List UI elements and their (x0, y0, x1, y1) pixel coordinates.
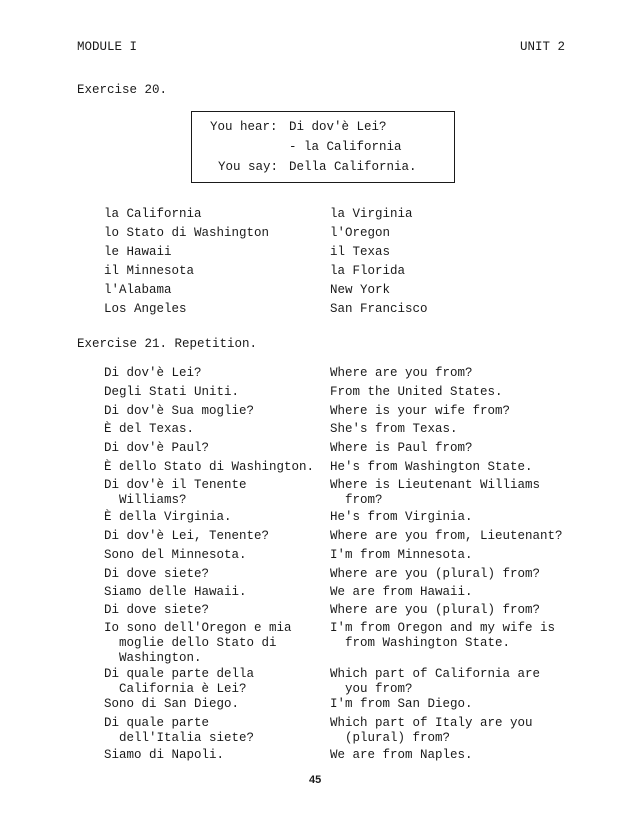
english-phrase: He's from Washington State. (330, 460, 533, 474)
list-item: la Virginia (330, 207, 413, 221)
italian-phrase: Di dov'è il Tenente Williams? (104, 478, 247, 507)
page-number: 45 (309, 774, 322, 786)
list-item: New York (330, 283, 391, 297)
english-phrase: We are from Hawaii. (330, 585, 473, 599)
english-phrase: I'm from Oregon and my wife is from Washington State. (330, 621, 556, 650)
you-hear-cue: - la California (289, 140, 402, 154)
english-phrase: From the United States. (330, 385, 503, 399)
english-phrase: Where is your wife from? (330, 404, 511, 418)
list-item: la Florida (330, 264, 406, 278)
italian-phrase: Di dov'è Paul? (104, 441, 210, 455)
list-item: Los Angeles (104, 302, 187, 316)
english-phrase: I'm from San Diego. (330, 697, 473, 711)
english-phrase: She's from Texas. (330, 422, 458, 436)
list-item: l'Oregon (330, 226, 391, 240)
list-item: San Francisco (330, 302, 428, 316)
english-phrase: He's from Virginia. (330, 510, 473, 524)
you-say-text: Della California. (289, 160, 417, 174)
list-item: lo Stato di Washington (104, 226, 270, 240)
list-item: le Hawaii (104, 245, 172, 259)
italian-phrase: Di quale parte dell'Italia siete? (104, 716, 255, 745)
exercise-20-title: Exercise 20. (77, 83, 168, 97)
english-phrase: Where are you from, Lieutenant? (330, 529, 563, 543)
unit-label: UNIT 2 (520, 40, 566, 54)
you-say-label: You say: (218, 160, 279, 174)
english-phrase: We are from Naples. (330, 748, 473, 762)
english-phrase: Where are you from? (330, 366, 473, 380)
italian-phrase: Sono di San Diego. (104, 697, 240, 711)
italian-phrase: Degli Stati Uniti. (104, 385, 240, 399)
module-label: MODULE I (77, 40, 138, 54)
italian-phrase: Di dov'è Lei? (104, 366, 202, 380)
italian-phrase: È del Texas. (104, 422, 195, 436)
list-item: l'Alabama (104, 283, 172, 297)
italian-phrase: Di dove siete? (104, 603, 210, 617)
italian-phrase: Sono del Minnesota. (104, 548, 247, 562)
italian-phrase: Di dove siete? (104, 567, 210, 581)
english-phrase: Where is Lieutenant Williams from? (330, 478, 541, 507)
italian-phrase: È della Virginia. (104, 510, 232, 524)
italian-phrase: Di dov'è Sua moglie? (104, 404, 255, 418)
english-phrase: Which part of Italy are you (plural) from? (330, 716, 533, 745)
italian-phrase: Di dov'è Lei, Tenente? (104, 529, 270, 543)
list-item: il Texas (330, 245, 391, 259)
english-phrase: Where are you (plural) from? (330, 567, 541, 581)
english-phrase: Where are you (plural) from? (330, 603, 541, 617)
english-phrase: Which part of California are you from? (330, 667, 541, 696)
italian-phrase: Siamo di Napoli. (104, 748, 225, 762)
list-item: il Minnesota (104, 264, 195, 278)
italian-phrase: È dello Stato di Washington. (104, 460, 315, 474)
list-item: la California (104, 207, 202, 221)
english-phrase: Where is Paul from? (330, 441, 473, 455)
italian-phrase: Io sono dell'Oregon e mia moglie dello Stato di Washington. (104, 621, 292, 665)
italian-phrase: Siamo delle Hawaii. (104, 585, 247, 599)
you-hear-text: Di dov'è Lei? (289, 120, 387, 134)
english-phrase: I'm from Minnesota. (330, 548, 473, 562)
exercise-21-title: Exercise 21. Repetition. (77, 337, 258, 351)
example-box (191, 111, 455, 183)
you-hear-label: You hear: (210, 120, 278, 134)
italian-phrase: Di quale parte della California è Lei? (104, 667, 255, 696)
